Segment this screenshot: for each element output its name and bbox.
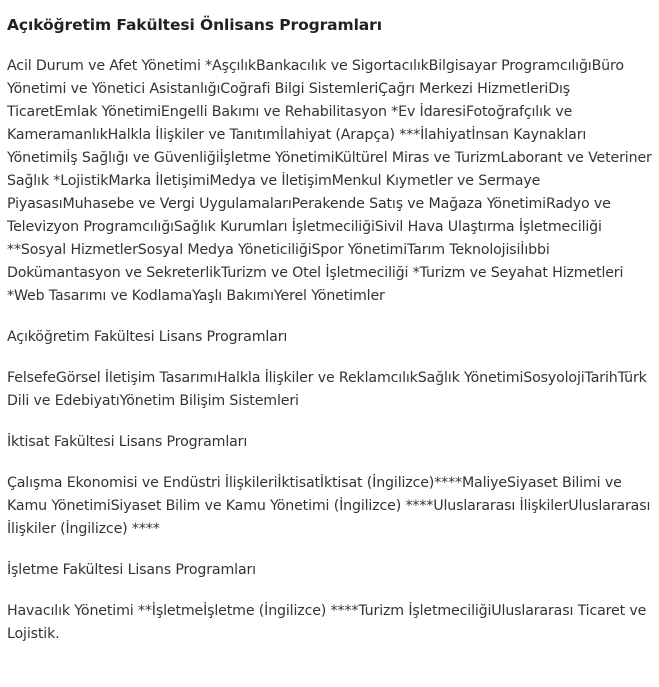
isletme-programs-text: Havacılık Yönetimi **İşletmeİşletme (İngilizce) ****Turizm İşletmeciliğiUluslararası Ticaret ve Lojistik. <box>7 603 647 642</box>
iktisat-programs-text: Çalışma Ekonomisi ve Endüstri İlişkileriİktisatİktisat (İngilizce)****MaliyeSiyaset Bilimi ve Kamu YönetimiSiyaset Bilim ve Kamu Yönetimi (İngilizce) ****Uluslararası İlişkilerUluslararası İlişkiler (İngilizce) **** <box>7 475 651 537</box>
lisans-programs-text: FelsefeGörsel İletişim TasarımıHalkla İlişkiler ve ReklamcılıkSağlık YönetimiSosyolojiTarihTürk Dili ve EdebiyatıYönetim Bilişim Sistemleri <box>7 370 647 409</box>
onlisans-programs-text: Acil Durum ve Afet Yönetimi *AşçılıkBankacılık ve SigortacılıkBilgisayar ProgramcılığıBüro Yönetimi ve Yönetici AsistanlığıCoğrafi Bilgi SistemleriÇağrı Merkezi HizmetleriDış TicaretEmlak YönetimiEngelli Bakımı ve Rehabilitasyon *Ev İdaresiFotoğrafçılık ve KameramanlıkHalkla İlişkiler ve Tanıtımİlahiyat (Arapça) ***İlahiyatİnsan Kaynakları Yönetimiİş Sağlığı ve Güvenliğiİşletme YönetimiKültürel Miras ve TurizmLaborant ve Veteriner Sağlık *LojistikMarka İletişimiMedya ve İletişimMenkul Kıymetler ve Sermaye PiyasasıMuhasebe ve Vergi UygulamalarıPerakende Satış ve Mağaza YönetimiRadyo ve Televizyon ProgramcılığıSağlık Kurumları İşletmeciliğiSivil Hava Ulaştırma İşletmeciliği **Sosyal HizmetlerSosyal Medya YöneticiliğiSpor YönetimiTarım Teknolojisiİıbbi Dokümantasyon ve SekreterlikTurizm ve Otel İşletmeciliği *Turizm ve Seyahat Hizmetleri *Web Tasarımı ve KodlamaYaşlı BakımıYerel Yönetimler <box>7 58 652 304</box>
iktisat-programs-heading: İktisat Fakültesi Lisans Programları <box>7 434 248 450</box>
isletme-programs-heading: İşletme Fakültesi Lisans Programları <box>7 562 256 578</box>
lisans-programs-heading: Açıköğretim Fakültesi Lisans Programları <box>7 329 288 345</box>
page-title: Açıköğretim Fakültesi Önlisans Programları <box>7 16 382 34</box>
